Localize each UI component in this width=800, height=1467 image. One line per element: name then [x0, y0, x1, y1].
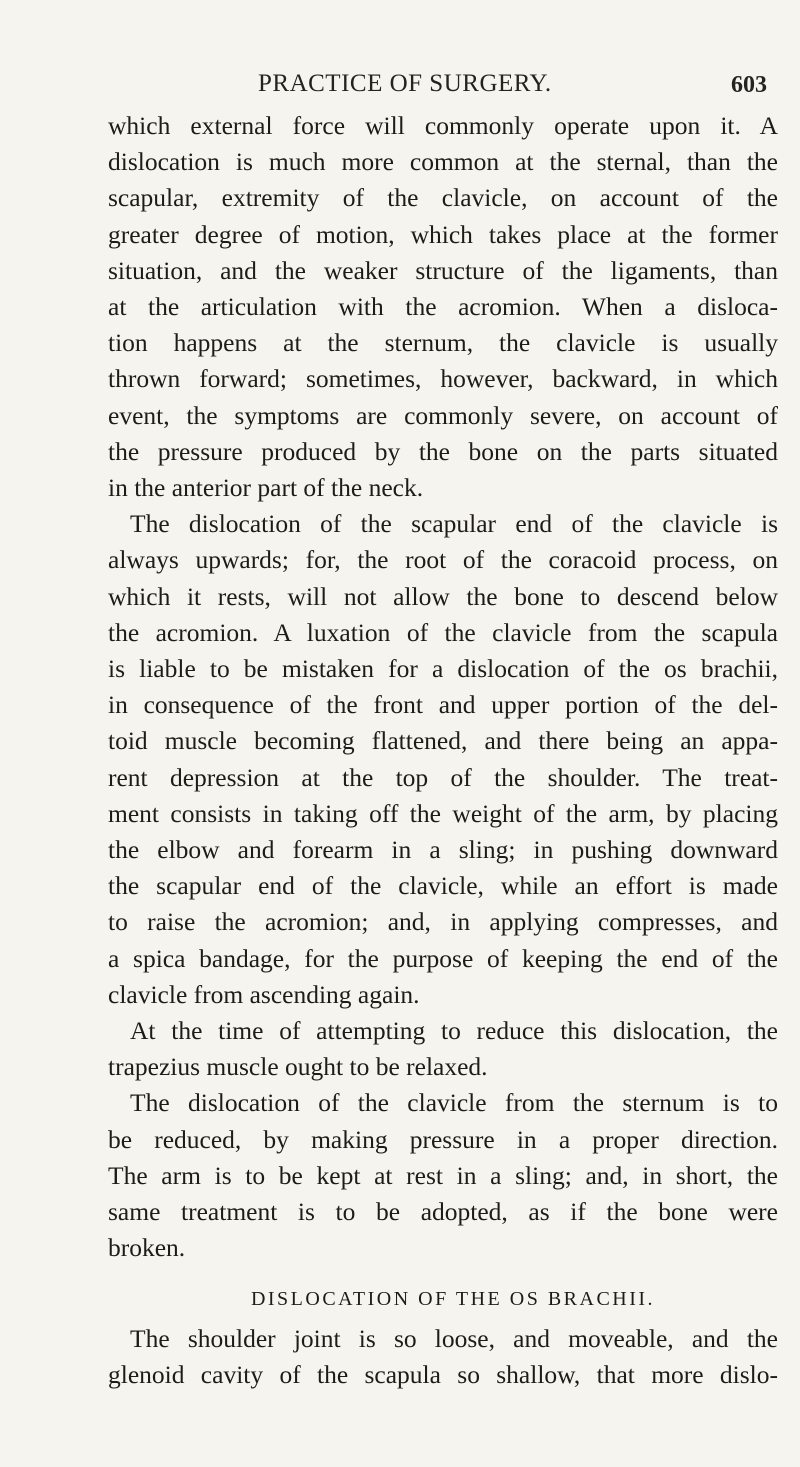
- section-heading: DISLOCATION OF THE OS BRACHII.: [250, 1287, 656, 1310]
- text-line: broken.: [108, 1233, 186, 1263]
- text-line: which it rests, will not allow the bone to descend below: [108, 581, 778, 611]
- text-line: The arm is to be kept at rest in a sling; and, in short, the: [108, 1160, 778, 1190]
- text-line: thrown forward; sometimes, however, backward, in which: [108, 364, 778, 394]
- body-text: [108, 108, 778, 1393]
- text-line: which external force will commonly operate upon it. A: [108, 111, 778, 140]
- text-line: tion happens at the sternum, the clavicle is usually: [108, 328, 778, 358]
- text-line: scapular, extremity of the clavicle, on account of the: [108, 183, 778, 213]
- text-line: event, the symptoms are commonly severe, on account of: [108, 400, 778, 430]
- text-line: in the anterior part of the neck.: [108, 473, 424, 503]
- running-title: PRACTICE OF SURGERY.: [258, 70, 552, 97]
- text-line: same treatment is to be adopted, as if the bone were: [108, 1197, 778, 1227]
- page-number: 603: [731, 72, 767, 98]
- text-line: always upwards; for, the root of the coracoid process, on: [108, 545, 778, 575]
- text-line: the scapular end of the clavicle, while an effort is made: [108, 871, 778, 901]
- text-line: the elbow and forearm in a sling; in pushing downward: [108, 835, 778, 865]
- text-line: the acromion. A luxation of the clavicle from the scapula: [108, 617, 778, 647]
- text-line: rent depression at the top of the shoulder. The treat-: [108, 762, 778, 792]
- text-line: be reduced, by making pressure in a proper direction.: [108, 1124, 778, 1154]
- text-line: trapezius muscle ought to be relaxed.: [108, 1052, 488, 1082]
- text-line: glenoid cavity of the scapula so shallow, that more dislo-: [108, 1359, 778, 1389]
- text-line: the pressure produced by the bone on the parts situated: [108, 436, 778, 466]
- text-line: At the time of attempting to reduce this dislocation, the: [130, 1016, 778, 1046]
- text-line: clavicle from ascending again.: [108, 979, 420, 1009]
- text-line: in consequence of the front and upper portion of the del-: [108, 690, 778, 720]
- text-line: The dislocation of the clavicle from the sternum is to: [130, 1088, 778, 1118]
- text-line: The dislocation of the scapular end of the clavicle is: [130, 509, 778, 539]
- text-line: dislocation is much more common at the sternal, than the: [108, 147, 778, 177]
- text-line: greater degree of motion, which takes place at the former: [108, 219, 778, 249]
- text-line: to raise the acromion; and, in applying compresses, and: [108, 907, 778, 937]
- text-line: situation, and the weaker structure of the ligaments, than: [108, 255, 778, 285]
- text-line: at the articulation with the acromion. When a disloca-: [108, 292, 778, 322]
- text-line: a spica bandage, for the purpose of keeping the end of the: [108, 943, 778, 973]
- text-line: ment consists in taking off the weight of the arm, by placing: [108, 798, 778, 828]
- text-line: is liable to be mistaken for a dislocation of the os brachii,: [108, 654, 778, 684]
- text-line: toid muscle becoming flattened, and there being an appa-: [108, 726, 778, 756]
- text-line: The shoulder joint is so loose, and moveable, and the: [130, 1323, 778, 1353]
